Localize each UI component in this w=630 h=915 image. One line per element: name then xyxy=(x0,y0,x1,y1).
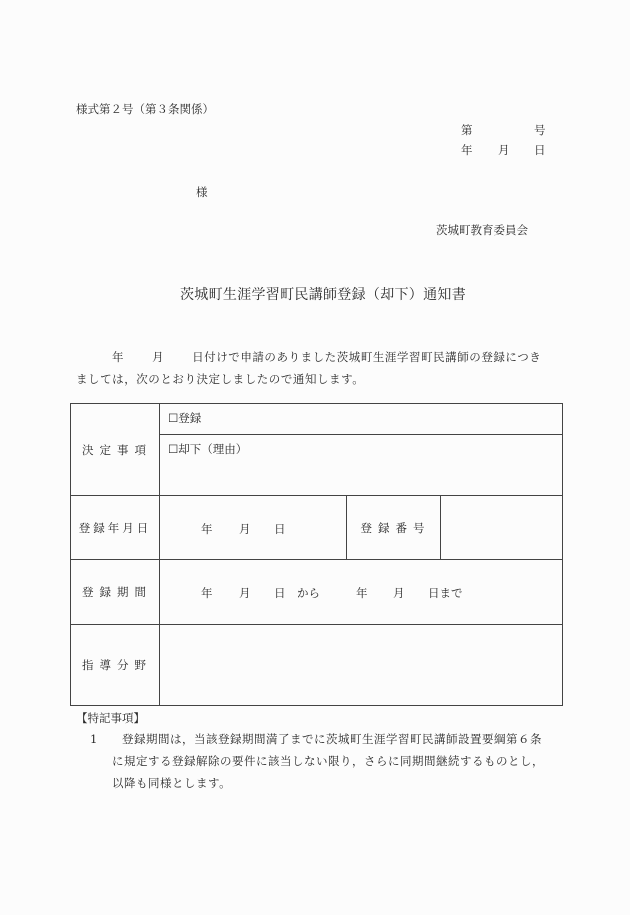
from-month: 月 xyxy=(239,586,251,600)
number-suffix: 号 xyxy=(534,123,546,137)
issue-year: 年 xyxy=(461,143,473,157)
issue-month: 月 xyxy=(498,143,510,157)
form-number: 様式第２号（第３条関係） xyxy=(76,102,214,116)
notes-title: 【特記事項】 xyxy=(76,711,145,725)
registration-period-label: 登録期間 xyxy=(71,560,160,625)
from-year: 年 xyxy=(201,586,213,600)
option-reject[interactable]: ☐却下（理由） xyxy=(160,435,563,496)
notes-item-number: 1 xyxy=(90,732,98,746)
registration-number-field[interactable] xyxy=(441,496,563,560)
field-label: 指導分野 xyxy=(71,625,160,706)
body-month: 月 xyxy=(152,350,165,364)
body-text: 日付けで申請のありました茨城町生涯学習町民講師の登録につきましては，次のとおり決定しましたので通知します。 xyxy=(76,350,542,386)
notes-item-text: 登録期間は，当該登録期間満了までに茨城町生涯学習町民講師設置要綱第６条に規定する登録解除の要件に該当しない限り，さらに同期間継続するものとし，以降も同様とします。 xyxy=(112,732,544,790)
page-title: 茨城町生涯学習町民講師登録（却下）通知書 xyxy=(180,287,466,303)
addressee: 様 xyxy=(196,185,208,199)
issue-day: 日 xyxy=(534,143,546,157)
to-year: 年 xyxy=(356,586,368,600)
from-day: 日 xyxy=(274,586,286,600)
decision-label: 決定事項 xyxy=(71,404,160,496)
to-day: 日まで xyxy=(428,586,463,600)
reg-day: 日 xyxy=(274,522,286,536)
reg-year: 年 xyxy=(201,522,213,536)
number-prefix: 第 xyxy=(461,123,473,137)
registration-number-label: 登録番号 xyxy=(347,496,441,560)
field-value[interactable] xyxy=(160,625,563,706)
issuer: 茨城町教育委員会 xyxy=(436,223,528,237)
registration-date-field[interactable] xyxy=(160,496,347,560)
to-month: 月 xyxy=(393,586,405,600)
option-register[interactable]: ☐登録 xyxy=(160,404,563,435)
reg-month: 月 xyxy=(239,522,251,536)
notes-item xyxy=(90,728,552,794)
registration-date-label: 登録年月日 xyxy=(71,496,160,560)
from-word: から xyxy=(297,586,320,600)
body-paragraph xyxy=(76,346,552,390)
registration-period-field[interactable] xyxy=(160,560,563,625)
body-year: 年 xyxy=(112,350,125,364)
decision-table xyxy=(70,403,563,706)
